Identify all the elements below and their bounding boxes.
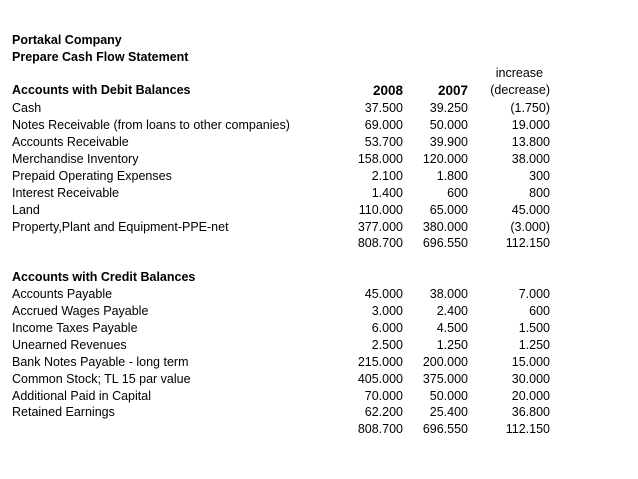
table-row [0,303,638,320]
value-2008: 53.700 [364,135,403,149]
table-row [0,100,638,117]
table-row [0,202,638,219]
table-row [0,286,638,303]
value-2008: 70.000 [364,389,403,403]
year-2008-header: 2008 [372,83,403,98]
value-change: 38.000 [511,152,550,166]
value-2008: 6.000 [371,321,403,335]
value-2007: 4.500 [436,321,468,335]
account-label: Accrued Wages Payable [12,304,149,318]
value-2008: 377.000 [357,220,403,234]
value-change: 36.800 [511,405,550,419]
subtitle-row [0,49,638,66]
company-title-row [0,32,638,49]
debit-section-label: Accounts with Debit Balances [12,83,191,97]
account-label: Interest Receivable [12,186,120,200]
table-row [0,388,638,405]
table-row [0,219,638,236]
debit-total-change: 112.150 [505,236,550,250]
value-2008: 1.400 [371,186,403,200]
value-2008: 3.000 [371,304,403,318]
change-header-increase: increase [495,66,543,80]
value-2007: 375.000 [422,372,468,386]
debit-total-2008: 808.700 [357,236,403,250]
account-label: Notes Receivable (from loans to other companies) [12,118,290,132]
credit-total-change: 112.150 [505,422,550,436]
value-2007: 120.000 [422,152,468,166]
value-2007: 1.250 [436,338,468,352]
account-label: Accounts Payable [12,287,113,301]
value-change: 13.800 [511,135,550,149]
debit-header-row [0,82,638,99]
value-change: 600 [529,304,550,318]
value-2007: 380.000 [422,220,468,234]
table-row [0,185,638,202]
table-row [0,168,638,185]
value-change: 45.000 [511,203,550,217]
value-2008: 110.000 [358,203,403,217]
value-2007: 50.000 [429,118,468,132]
value-2008: 69.000 [364,118,403,132]
value-change: 800 [529,186,550,200]
credit-total-2007: 696.550 [422,422,468,436]
value-2008: 2.500 [371,338,403,352]
value-2007: 200.000 [422,355,468,369]
statement-subtitle: Prepare Cash Flow Statement [12,50,189,64]
value-change: 300 [529,169,550,183]
account-label: Additional Paid in Capital [12,389,151,403]
account-label: Unearned Revenues [12,338,127,352]
value-change: 7.000 [518,287,550,301]
account-label: Prepaid Operating Expenses [12,169,172,183]
account-label: Land [12,203,40,217]
value-2007: 39.250 [429,101,468,115]
value-2008: 37.500 [364,101,403,115]
debit-total-row [0,235,638,252]
value-change: 30.000 [511,372,550,386]
value-2007: 39.900 [429,135,468,149]
value-change: (3.000) [510,220,550,234]
table-row [0,320,638,337]
value-change: 20.000 [511,389,550,403]
value-2007: 25.400 [429,405,468,419]
value-change: 1.500 [518,321,550,335]
table-row [0,117,638,134]
table-row [0,371,638,388]
value-change: (1.750) [510,101,550,115]
credit-total-2008: 808.700 [357,422,403,436]
table-row [0,404,638,421]
year-2007-header: 2007 [437,83,468,98]
account-label: Income Taxes Payable [12,321,138,335]
table-row [0,134,638,151]
company-title: Portakal Company [12,33,122,47]
change-header-decrease: (decrease) [490,83,550,97]
credit-section-label: Accounts with Credit Balances [12,270,196,284]
credit-total-row [0,421,638,438]
value-change: 19.000 [511,118,550,132]
value-2008: 158.000 [357,152,403,166]
table-row [0,337,638,354]
account-label: Bank Notes Payable - long term [12,355,189,369]
account-label: Accounts Receivable [12,135,129,149]
value-2007: 65.000 [429,203,468,217]
value-2008: 215.000 [357,355,403,369]
credit-header-row [0,269,638,286]
account-label: Retained Earnings [12,405,115,419]
value-2008: 2.100 [371,169,403,183]
table-row [0,151,638,168]
account-label: Merchandise Inventory [12,152,139,166]
value-2007: 2.400 [436,304,468,318]
change-header-row-1 [0,65,638,82]
account-label: Common Stock; TL 15 par value [12,372,191,386]
value-2007: 1.800 [436,169,468,183]
value-2008: 62.200 [364,405,403,419]
debit-total-2007: 696.550 [422,236,468,250]
table-row [0,354,638,371]
value-2007: 600 [447,186,468,200]
account-label: Property,Plant and Equipment-PPE-net [12,220,229,234]
account-label: Cash [12,101,42,115]
value-change: 1.250 [518,338,550,352]
value-2008: 405.000 [357,372,403,386]
value-2008: 45.000 [364,287,403,301]
value-2007: 38.000 [429,287,468,301]
value-2007: 50.000 [429,389,468,403]
value-change: 15.000 [511,355,550,369]
